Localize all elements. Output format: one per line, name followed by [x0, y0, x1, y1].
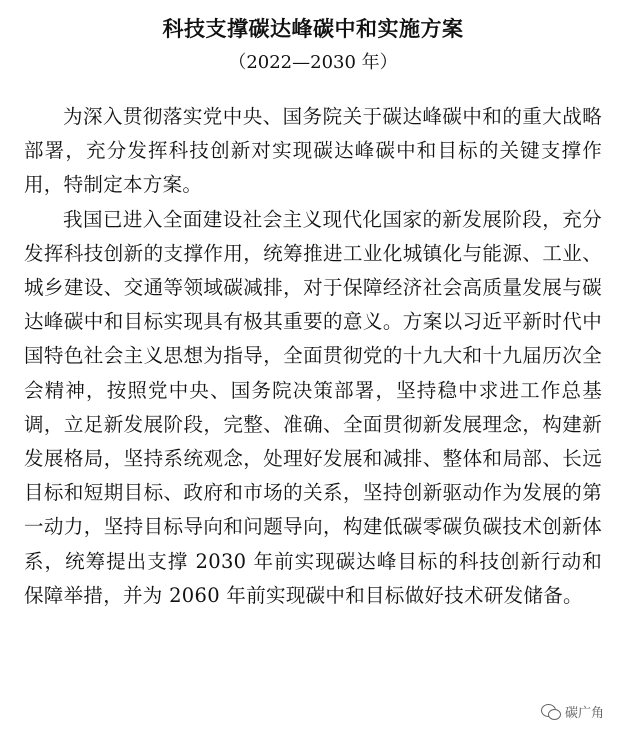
- watermark-label: 碳广角: [564, 706, 604, 721]
- watermark: [537, 700, 608, 723]
- document-title: 科技支撑碳达峰碳中和实施方案: [162, 16, 464, 41]
- paragraph-intro: 为深入贯彻落实党中央、国务院关于碳达峰碳中和的重大战略部署，充分发挥科技创新对实现碳达峰碳中和目标的关键支撑作用，特制定本方案。: [24, 105, 602, 197]
- document: [24, 14, 602, 613]
- document-subtitle: （2022—2030 年）: [228, 52, 398, 73]
- document-body: [24, 100, 602, 613]
- wechat-icon: [541, 704, 561, 720]
- paragraph-background: 我国已进入全面建设社会主义现代化国家的新发展阶段，充分发挥科技创新的支撑作用，统筹推进工业化城镇化与能源、工业、城乡建设、交通等领域碳减排，对于保障经济社会高质量发展与碳达峰碳中和目标实现具有极其重要的意义。方案以习近平新时代中国特色社会主义思想为指导，全面贯彻党的十九大和十九届历次全会精神，按照党中央、国务院决策部署，坚持稳中求进工作总基调，立足新发展阶段，完整、准确、全面贯彻新发展理念，构建新发展格局，坚持系统观念，处理好发展和减排、整体和局部、长远目标和短期目标、政府和市场的关系，坚持创新驱动作为发展的第一动力，坚持目标导向和问题导向，构建低碳零碳负碳技术创新体系，统筹提出支撑 2030 年前实现碳达峰目标的科技创新行动和保障举措，并为 2060 年前实现碳中和目标做好技术研发储备。: [24, 207, 602, 607]
